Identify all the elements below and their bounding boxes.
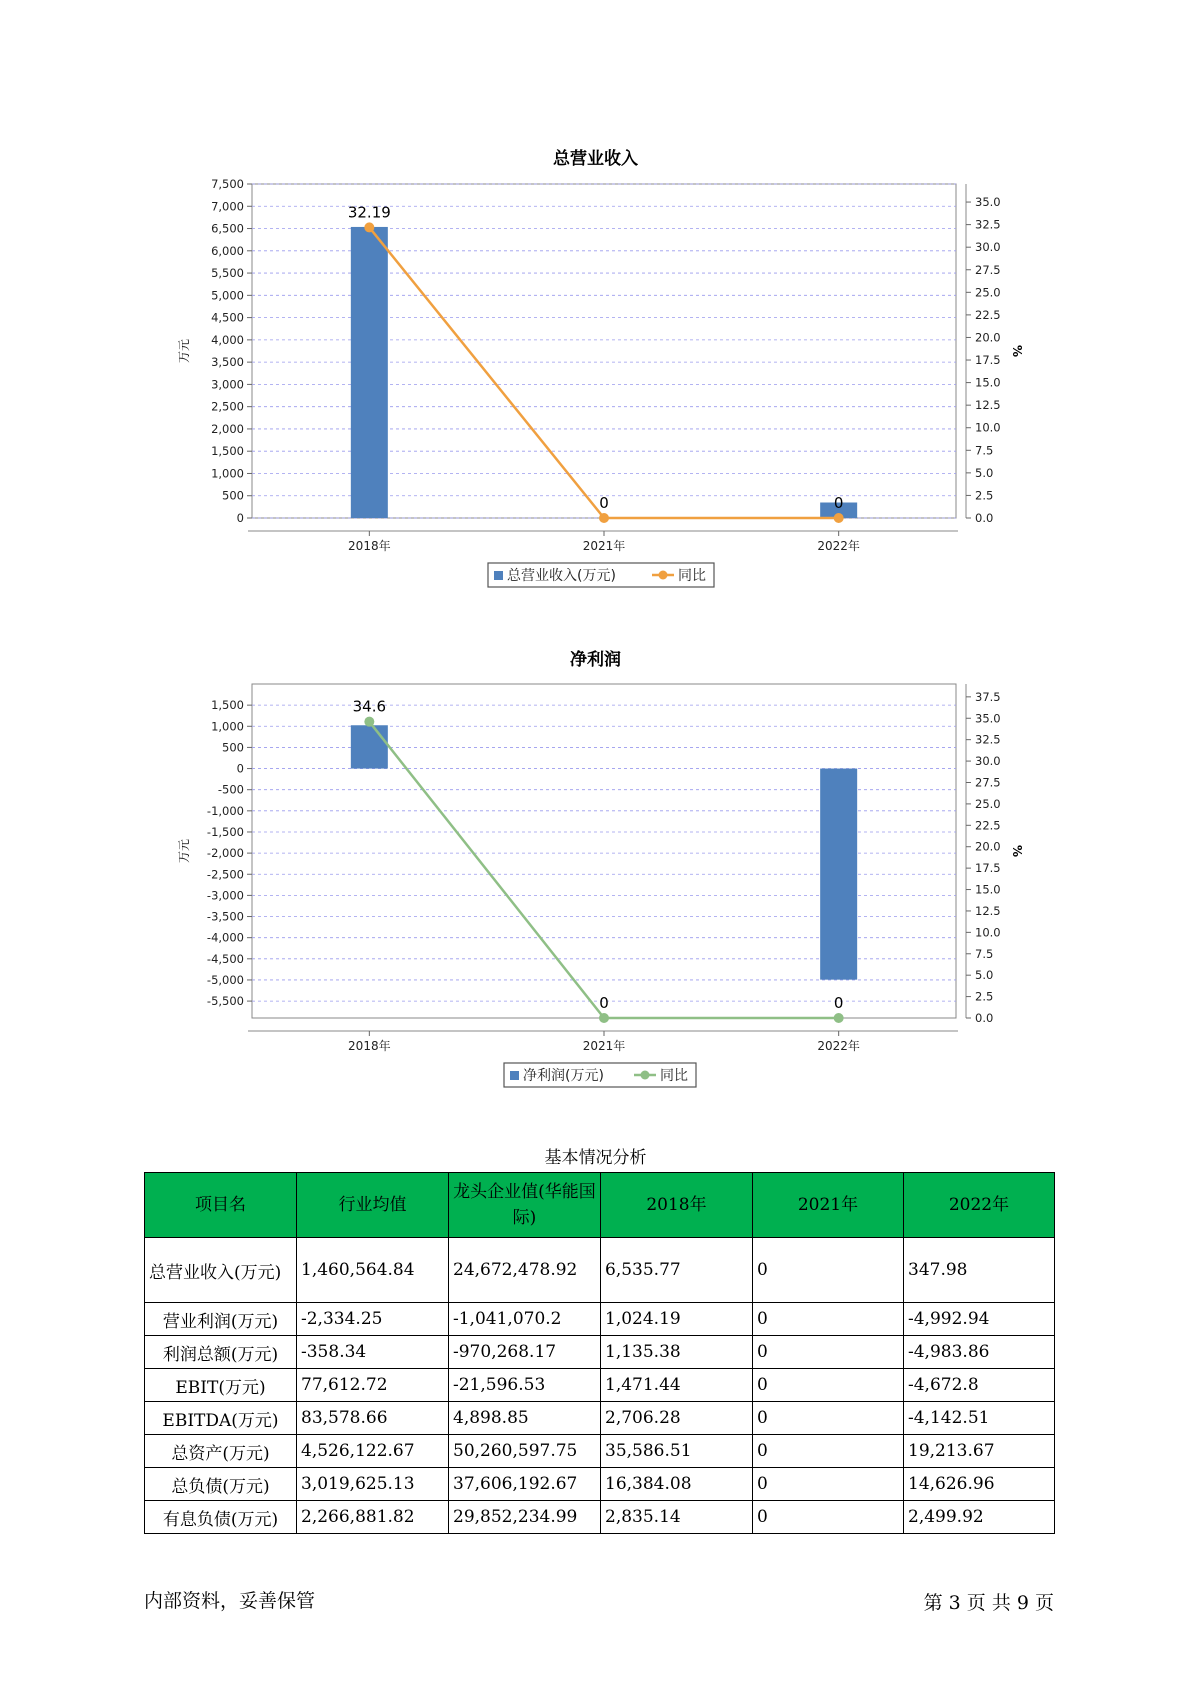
y-tick-label: 6,000 [211,243,244,258]
value-cell: 37,606,192.67 [449,1468,601,1501]
y-tick-label: 2,000 [211,421,244,436]
table-row [145,1336,1055,1369]
y2-axis-title: % [1010,844,1024,858]
y-tick-label: -5,500 [206,994,244,1009]
yoy-data-label: 0 [833,494,844,512]
value-cell: 19,213.67 [904,1435,1055,1468]
y2-tick-label: 27.5 [975,775,1001,790]
row-label-cell: 有息负债(万元) [145,1501,297,1534]
value-cell: 14,626.96 [904,1468,1055,1501]
row-label-cell: EBITDA(万元) [145,1402,297,1435]
y-tick-label: -5,000 [206,972,244,987]
value-cell: 6,535.77 [601,1238,753,1303]
y2-tick-label: 2.5 [975,989,994,1004]
row-label-cell: 营业利润(万元) [145,1303,297,1336]
value-cell: 0 [753,1501,904,1534]
bar-2018年 [351,725,388,768]
value-cell: -21,596.53 [449,1369,601,1402]
value-cell: -970,268.17 [449,1336,601,1369]
x-tick-label: 2022年 [817,539,860,553]
table-row [145,1238,1055,1303]
legend-bar-label: 总营业收入(万元) [507,568,616,584]
value-cell: 4,898.85 [449,1402,601,1435]
value-cell: 0 [753,1468,904,1501]
header-2018: 2018年 [601,1173,753,1238]
y-tick-label: -4,000 [206,930,244,945]
y-tick-label: 6,500 [211,221,244,236]
y-axis-title: 万元 [177,838,191,864]
analysis-table [144,1172,1055,1534]
bar-2022年 [820,769,857,980]
y-tick-label: -4,500 [206,951,244,966]
yoy-point-2022年 [834,1013,844,1023]
y2-tick-label: 17.5 [975,861,1001,876]
value-cell: 0 [753,1238,904,1303]
value-cell: -358.34 [297,1336,449,1369]
y-tick-label: 0 [236,511,244,525]
y-tick-label: 3,000 [211,377,244,392]
value-cell: 29,852,234.99 [449,1501,601,1534]
value-cell: -1,041,070.2 [449,1303,601,1336]
row-label-cell: EBIT(万元) [145,1369,297,1402]
y-tick-label: 7,500 [211,177,244,191]
y-tick-label: -3,500 [206,909,244,924]
header-item-name: 项目名 [145,1173,297,1238]
value-cell: 1,135.38 [601,1336,753,1369]
y-tick-label: 500 [222,488,244,503]
y2-tick-label: 27.5 [975,262,1001,277]
y-tick-label: 4,000 [211,332,244,347]
y2-tick-label: 15.0 [975,375,1001,390]
y-tick-label: 1,000 [211,466,244,481]
x-tick-label: 2021年 [582,1039,626,1053]
y-tick-label: 500 [222,740,244,755]
y-tick-label: 2,500 [211,399,244,414]
y-tick-label: -2,000 [206,846,244,861]
table-row [145,1501,1055,1534]
yoy-data-label: 0 [599,994,609,1012]
y-tick-label: 1,000 [211,719,244,734]
y-tick-label: 5,000 [211,288,244,303]
header-leader-value: 龙头企业值(华能国际) [449,1173,601,1238]
y2-tick-label: 15.0 [975,882,1001,897]
value-cell: -4,983.86 [904,1336,1055,1369]
y2-tick-label: 5.0 [975,968,994,983]
yoy-data-label: 34.6 [352,697,387,716]
y2-tick-label: 32.5 [975,217,1001,232]
value-cell: -4,142.51 [904,1402,1055,1435]
yoy-point-2018年 [364,717,374,727]
value-cell: 2,499.92 [904,1501,1055,1534]
y-tick-label: -1,000 [206,803,244,818]
legend-line-label: 同比 [660,1068,688,1084]
y2-tick-label: 35.0 [975,195,1001,210]
table-header-row [145,1173,1055,1238]
legend-bar-swatch [510,1071,519,1080]
y2-tick-label: 12.5 [975,398,1001,413]
value-cell: 2,835.14 [601,1501,753,1534]
y2-tick-label: 10.0 [975,420,1001,435]
y2-tick-label: 22.5 [975,307,1001,322]
table-row [145,1468,1055,1501]
value-cell: 1,460,564.84 [297,1238,449,1303]
table-caption: 基本情况分析 [544,1148,647,1168]
value-cell: 347.98 [904,1238,1055,1303]
y2-tick-label: 30.0 [975,754,1001,769]
y2-tick-label: 7.5 [975,946,994,961]
legend-line-marker [641,1071,650,1080]
yoy-data-label: 32.19 [347,203,391,222]
y2-tick-label: 12.5 [975,903,1001,918]
y-tick-label: -2,500 [206,867,244,882]
header-2022: 2022年 [904,1173,1055,1238]
legend-line-marker [659,571,668,580]
table-row [145,1402,1055,1435]
yoy-data-label: 0 [599,494,609,512]
value-cell: 83,578.66 [297,1402,449,1435]
y2-tick-label: 10.0 [975,925,1001,940]
yoy-point-2021年 [599,1013,609,1023]
footer-page-number: 第 3 页 共 9 页 [923,1592,1054,1614]
net-profit-chart [0,660,1191,1100]
y-tick-label: 7,000 [211,199,244,214]
y2-tick-label: 17.5 [975,353,1001,368]
x-tick-label: 2018年 [348,539,391,553]
y2-tick-label: 7.5 [975,443,994,458]
value-cell: 16,384.08 [601,1468,753,1501]
y2-tick-label: 35.0 [975,711,1001,726]
yoy-point-2022年 [834,513,844,523]
chart-title-net-profit: 净利润 [570,650,621,670]
y2-tick-label: 37.5 [975,689,1001,704]
y-tick-label: 1,500 [211,444,244,459]
y2-tick-label: 5.0 [975,465,994,480]
value-cell: 0 [753,1369,904,1402]
y2-axis-title: % [1010,344,1024,358]
value-cell: -4,992.94 [904,1303,1055,1336]
table-row [145,1303,1055,1336]
table-row [145,1435,1055,1468]
y2-tick-label: 25.0 [975,796,1001,811]
y-tick-label: 3,500 [211,355,244,370]
yoy-data-label: 0 [833,994,844,1012]
yoy-point-2021年 [599,513,609,523]
value-cell: 4,526,122.67 [297,1435,449,1468]
row-label-cell: 利润总额(万元) [145,1336,297,1369]
chart-title-revenue: 总营业收入 [553,149,638,169]
value-cell: 0 [753,1303,904,1336]
y-tick-label: -1,500 [206,824,244,839]
x-tick-label: 2022年 [817,1039,860,1053]
y2-tick-label: 20.0 [975,839,1001,854]
y-tick-label: 1,500 [211,698,244,713]
y-tick-label: 0 [236,761,244,776]
footer-confidential-note: 内部资料，妥善保管 [144,1590,316,1612]
value-cell: 3,019,625.13 [297,1468,449,1501]
y2-tick-label: 30.0 [975,240,1001,255]
row-label-cell: 总负债(万元) [145,1468,297,1501]
y2-tick-label: 0.0 [975,1011,994,1025]
legend-bar-label: 净利润(万元) [523,1068,604,1084]
value-cell: 1,471.44 [601,1369,753,1402]
value-cell: 77,612.72 [297,1369,449,1402]
header-2021: 2021年 [753,1173,904,1238]
y-tick-label: 5,500 [211,266,244,281]
value-cell: 35,586.51 [601,1435,753,1468]
legend-bar-swatch [494,571,503,580]
value-cell: 24,672,478.92 [449,1238,601,1303]
y2-tick-label: 20.0 [975,330,1001,345]
y2-tick-label: 25.0 [975,285,1001,300]
y-axis-title: 万元 [177,338,191,364]
value-cell: -4,672.8 [904,1369,1055,1402]
y-tick-label: -3,000 [206,888,244,903]
value-cell: 0 [753,1402,904,1435]
value-cell: 2,706.28 [601,1402,753,1435]
row-label-cell: 总营业收入(万元) [145,1238,297,1303]
revenue-chart [0,160,1191,600]
value-cell: 50,260,597.75 [449,1435,601,1468]
value-cell: 0 [753,1435,904,1468]
header-industry-avg: 行业均值 [297,1173,449,1238]
table-row [145,1369,1055,1402]
y2-tick-label: 2.5 [975,488,994,503]
y2-tick-label: 0.0 [975,511,994,525]
y-tick-label: 4,500 [211,310,244,325]
row-label-cell: 总资产(万元) [145,1435,297,1468]
y2-tick-label: 32.5 [975,732,1001,747]
x-tick-label: 2018年 [348,1039,391,1053]
value-cell: 0 [753,1336,904,1369]
value-cell: -2,334.25 [297,1303,449,1336]
value-cell: 2,266,881.82 [297,1501,449,1534]
legend-line-label: 同比 [678,568,706,584]
y2-tick-label: 22.5 [975,818,1001,833]
x-tick-label: 2021年 [582,539,626,553]
yoy-point-2018年 [364,222,374,232]
y-tick-label: -500 [217,782,244,797]
bar-2018年 [351,227,388,518]
value-cell: 1,024.19 [601,1303,753,1336]
